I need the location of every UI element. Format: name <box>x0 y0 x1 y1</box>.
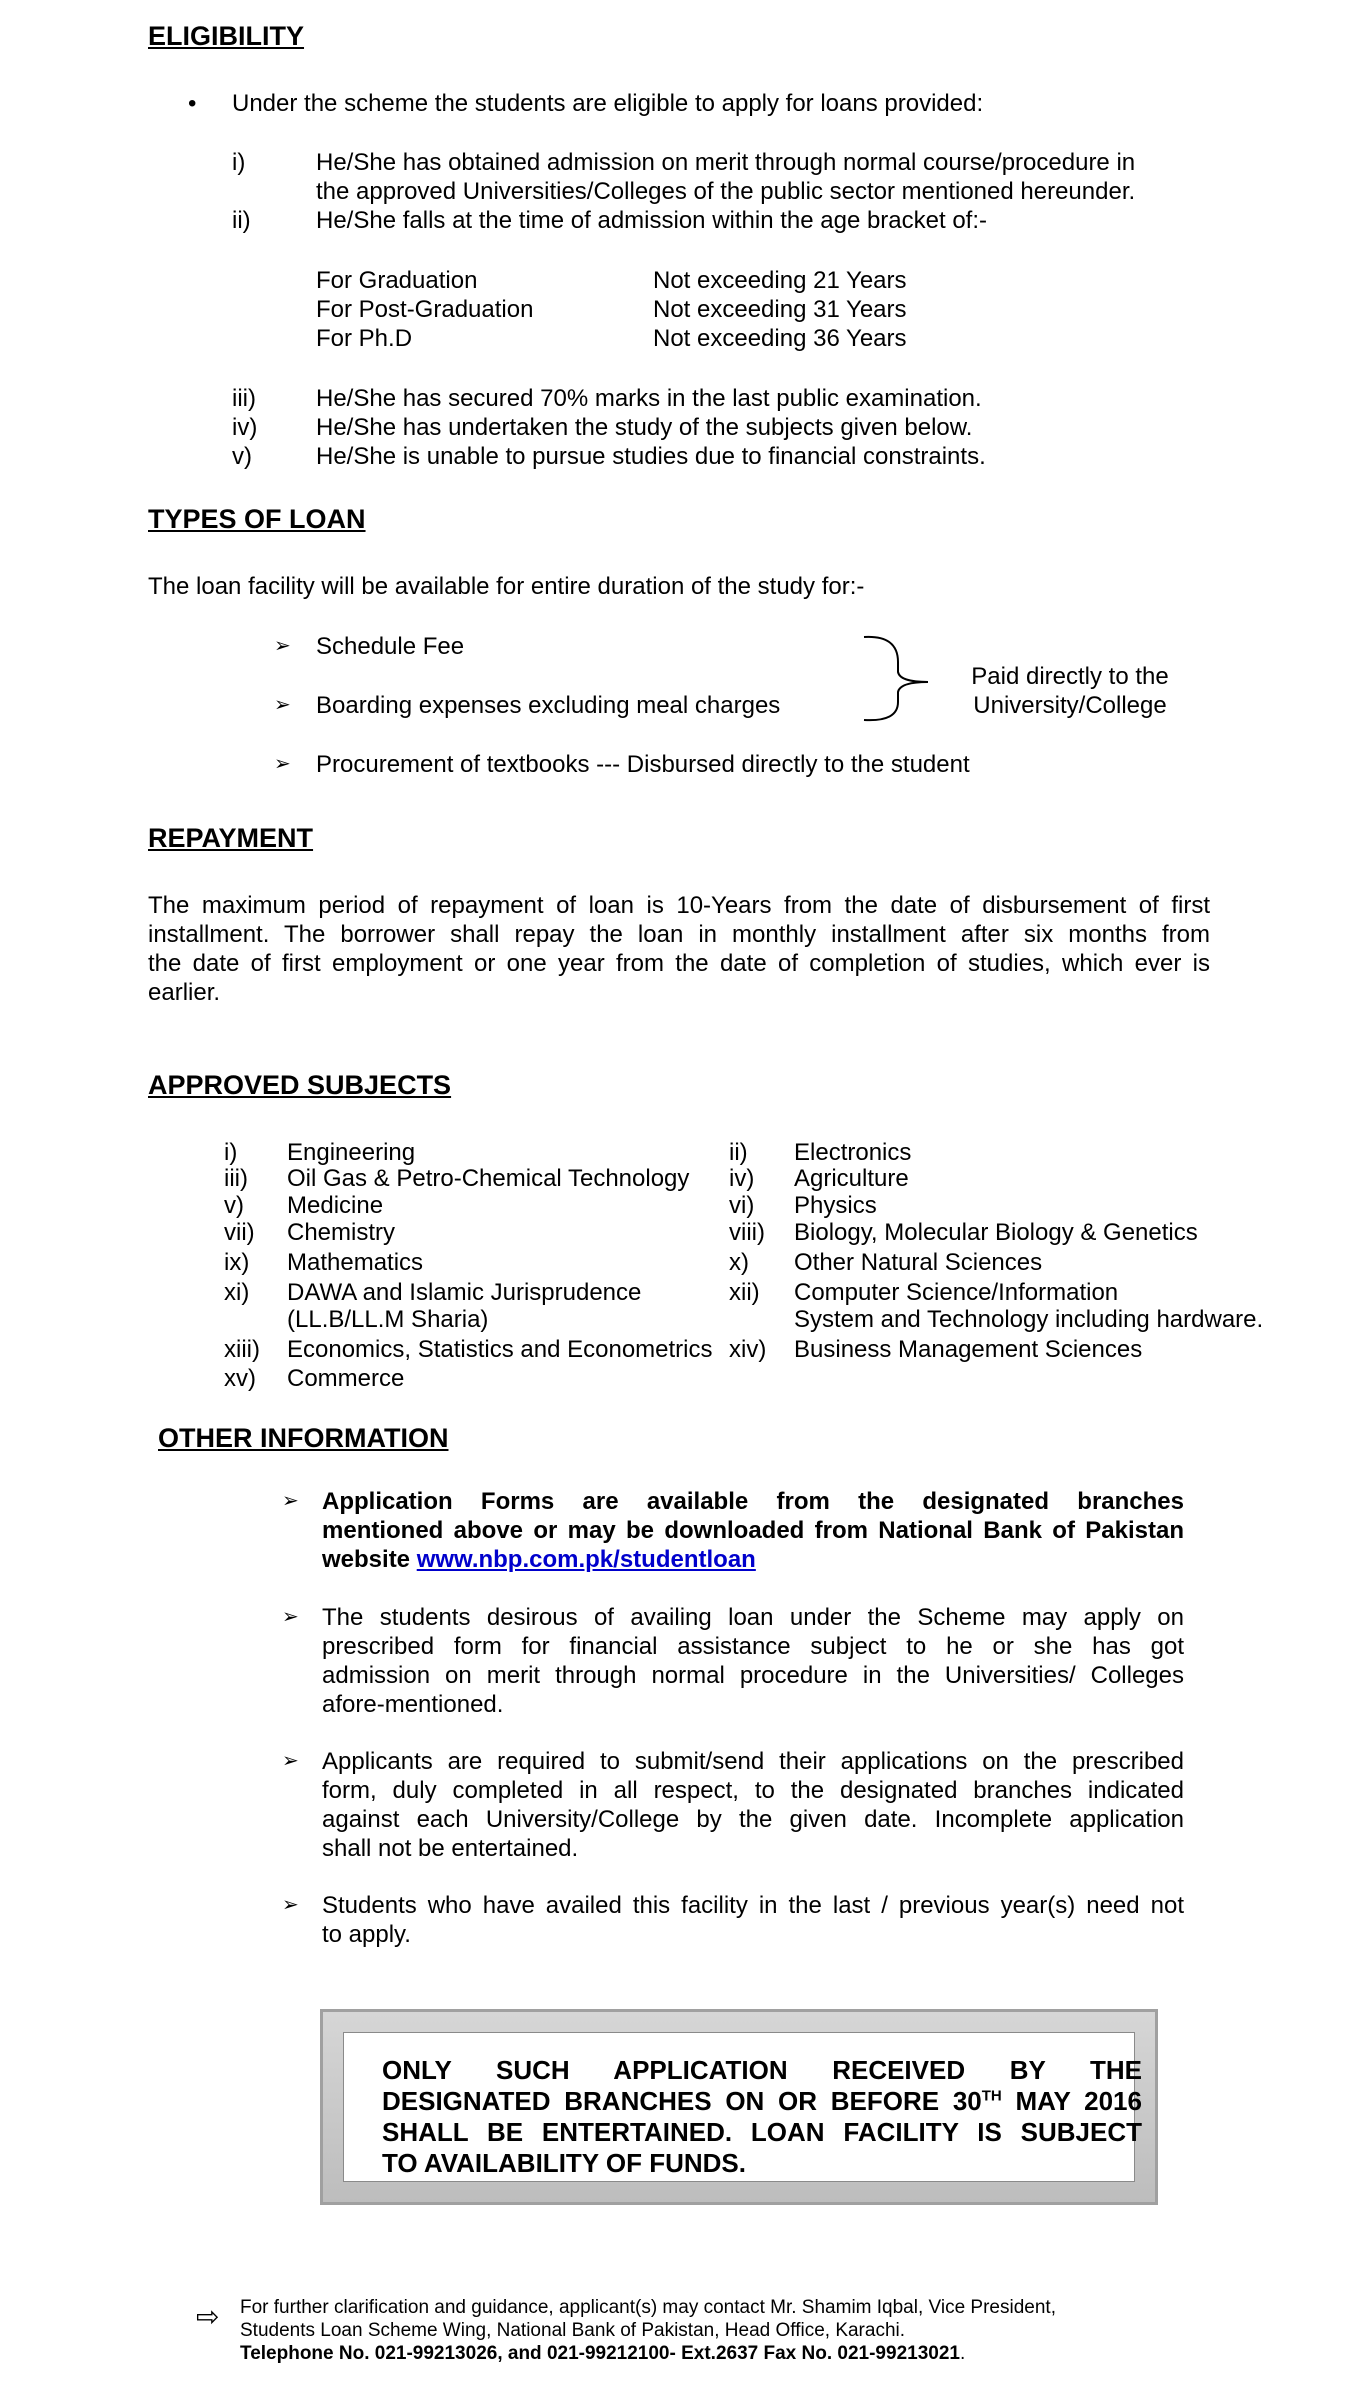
footer-text: For further clarification and guidance, applicant(s) may contact Mr. Shamim Iqbal, Vice President, <box>240 2297 1056 2318</box>
eligibility-item-text: He/She has undertaken the study of the subjects given below. <box>316 414 973 441</box>
info-text: Applicants are required to submit/send their applications on the prescribed <box>322 1748 1184 1775</box>
info-text: Application Forms are available from the designated branches <box>322 1488 1184 1515</box>
subject-name: Medicine <box>287 1192 384 1219</box>
info-text <box>322 1545 756 1574</box>
eligibility-intro: Under the scheme the students are eligible to apply for loans provided: <box>232 90 984 117</box>
footer-text: Students Loan Scheme Wing, National Bank of Pakistan, Head Office, Karachi. <box>240 2320 906 2341</box>
item-number: ii) <box>232 207 251 234</box>
notice-line: ONLY SUCH APPLICATION RECEIVED BY THE <box>382 2055 1142 2085</box>
ordinal-suffix: TH <box>981 2087 1002 2105</box>
subject-name: Oil Gas & Petro-Chemical Technology <box>287 1165 690 1192</box>
footer-contact <box>240 2342 965 2365</box>
repayment-text: installment. The borrower shall repay the loan in monthly installment after six months from <box>148 921 1210 948</box>
subject-name: Physics <box>794 1192 877 1219</box>
footer-phone: Telephone No. 021-99213026, and 021-99212100- Ext.2637 Fax No. 021-99213021 <box>240 2343 960 2364</box>
notice-line <box>382 2086 1142 2117</box>
subject-name: Computer Science/Information <box>794 1279 1119 1306</box>
info-text: mentioned above or may be downloaded from National Bank of Pakistan <box>322 1517 1184 1544</box>
subject-name: Business Management Sciences <box>794 1336 1143 1363</box>
student-loan-link[interactable]: www.nbp.com.pk/studentloan <box>416 1546 756 1573</box>
item-number: iv) <box>232 414 258 441</box>
subject-number: xi) <box>224 1279 250 1306</box>
repayment-text: the date of first employment or one year from the date of completion of studies, which ever is <box>148 950 1210 977</box>
subject-name: Commerce <box>287 1365 405 1392</box>
age-level: For Post-Graduation <box>316 296 534 323</box>
age-level: For Ph.D <box>316 325 413 352</box>
info-text: to apply. <box>322 1921 411 1948</box>
subject-name: Chemistry <box>287 1219 396 1246</box>
arrow-bullet-icon: ➢ <box>282 1606 299 1628</box>
subject-number: iii) <box>224 1165 248 1192</box>
arrow-bullet-icon: ➢ <box>274 694 291 716</box>
subject-name: Other Natural Sciences <box>794 1249 1043 1276</box>
footer-period: . <box>959 2343 966 2364</box>
other-information-heading: OTHER INFORMATION <box>158 1423 449 1453</box>
subject-name: Biology, Molecular Biology & Genetics <box>794 1219 1198 1246</box>
right-arrow-icon: ⇨ <box>196 2301 220 2332</box>
subject-name: DAWA and Islamic Jurisprudence <box>287 1279 642 1306</box>
subject-name: Electronics <box>794 1139 912 1166</box>
types-of-loan-heading: TYPES OF LOAN <box>148 504 366 534</box>
subject-number: x) <box>729 1249 749 1276</box>
age-limit: Not exceeding 31 Years <box>653 296 907 323</box>
brace-note: Paid directly to the <box>971 663 1169 690</box>
eligibility-item-text: He/She is unable to pursue studies due to financial constraints. <box>316 443 986 470</box>
subject-name: System and Technology including hardware. <box>794 1306 1264 1333</box>
notice-line: TO AVAILABILITY OF FUNDS. <box>382 2148 746 2178</box>
website-label: website <box>322 1546 417 1573</box>
subject-number: vii) <box>224 1219 255 1246</box>
subject-name: (LL.B/LL.M Sharia) <box>287 1306 489 1333</box>
arrow-bullet-icon: ➢ <box>274 753 291 775</box>
subject-number: ii) <box>729 1139 748 1166</box>
repayment-text: The maximum period of repayment of loan is 10-Years from the date of disbursement of first <box>148 892 1210 919</box>
subject-name: Agriculture <box>794 1165 909 1192</box>
notice-line-part: DESIGNATED BRANCHES ON OR BEFORE 30 <box>382 2086 982 2116</box>
eligibility-item-text: the approved Universities/Colleges of the public sector mentioned hereunder. <box>316 178 1136 205</box>
eligibility-heading: ELIGIBILITY <box>148 21 305 51</box>
loan-type-item: Boarding expenses excluding meal charges <box>316 692 781 719</box>
notice-box <box>320 2009 1158 2205</box>
arrow-bullet-icon: ➢ <box>282 1894 299 1916</box>
arrow-bullet-icon: ➢ <box>282 1490 299 1512</box>
item-number: iii) <box>232 385 256 412</box>
repayment-heading: REPAYMENT <box>148 823 314 853</box>
loan-type-item: Procurement of textbooks --- Disbursed directly to the student <box>316 751 970 778</box>
subject-number: v) <box>224 1192 244 1219</box>
age-limit: Not exceeding 21 Years <box>653 267 907 294</box>
bullet: • <box>188 90 197 117</box>
notice-box-inner <box>343 2032 1142 2182</box>
loan-type-item: Schedule Fee <box>316 633 465 660</box>
eligibility-item-text: He/She falls at the time of admission within the age bracket of:- <box>316 207 988 234</box>
item-number: v) <box>232 443 252 470</box>
info-text: form, duly completed in all respect, to the designated branches indicated <box>322 1777 1184 1804</box>
arrow-bullet-icon: ➢ <box>274 635 291 657</box>
notice-line-part: MAY 2016 <box>1001 2086 1142 2116</box>
approved-subjects-heading: APPROVED SUBJECTS <box>148 1070 452 1100</box>
item-number: i) <box>232 149 246 176</box>
subject-number: vi) <box>729 1192 755 1219</box>
subject-number: ix) <box>224 1249 250 1276</box>
subject-number: xiv) <box>729 1336 767 1363</box>
subject-name: Mathematics <box>287 1249 424 1276</box>
subject-number: viii) <box>729 1219 765 1246</box>
info-text: afore-mentioned. <box>322 1691 504 1718</box>
arrow-bullet-icon: ➢ <box>282 1750 299 1772</box>
info-text: The students desirous of availing loan under the Scheme may apply on <box>322 1604 1184 1631</box>
repayment-text: earlier. <box>148 979 221 1006</box>
subject-number: xii) <box>729 1279 760 1306</box>
subject-number: xv) <box>224 1365 256 1392</box>
info-text: against each University/College by the given date. Incomplete application <box>322 1806 1184 1833</box>
eligibility-item-text: He/She has secured 70% marks in the last public examination. <box>316 385 982 412</box>
info-text: shall not be entertained. <box>322 1835 579 1862</box>
subject-name: Economics, Statistics and Econometrics <box>287 1336 713 1363</box>
notice-line: SHALL BE ENTERTAINED. LOAN FACILITY IS SUBJECT <box>382 2117 1142 2147</box>
age-level: For Graduation <box>316 267 478 294</box>
subject-name: Engineering <box>287 1139 416 1166</box>
info-text: prescribed form for financial assistance subject to he or she has got <box>322 1633 1184 1660</box>
notice-text <box>382 2055 1142 2179</box>
types-of-loan-intro: The loan facility will be available for entire duration of the study for:- <box>148 573 865 600</box>
info-text: admission on merit through normal procedure in the Universities/ Colleges <box>322 1662 1184 1689</box>
brace-note: University/College <box>973 692 1167 719</box>
age-limit: Not exceeding 36 Years <box>653 325 907 352</box>
subject-number: xiii) <box>224 1336 260 1363</box>
info-text: Students who have availed this facility in the last / previous year(s) need not <box>322 1892 1184 1919</box>
eligibility-item-text: He/She has obtained admission on merit through normal course/procedure in <box>316 149 1136 176</box>
subject-number: i) <box>224 1139 238 1166</box>
subject-number: iv) <box>729 1165 755 1192</box>
